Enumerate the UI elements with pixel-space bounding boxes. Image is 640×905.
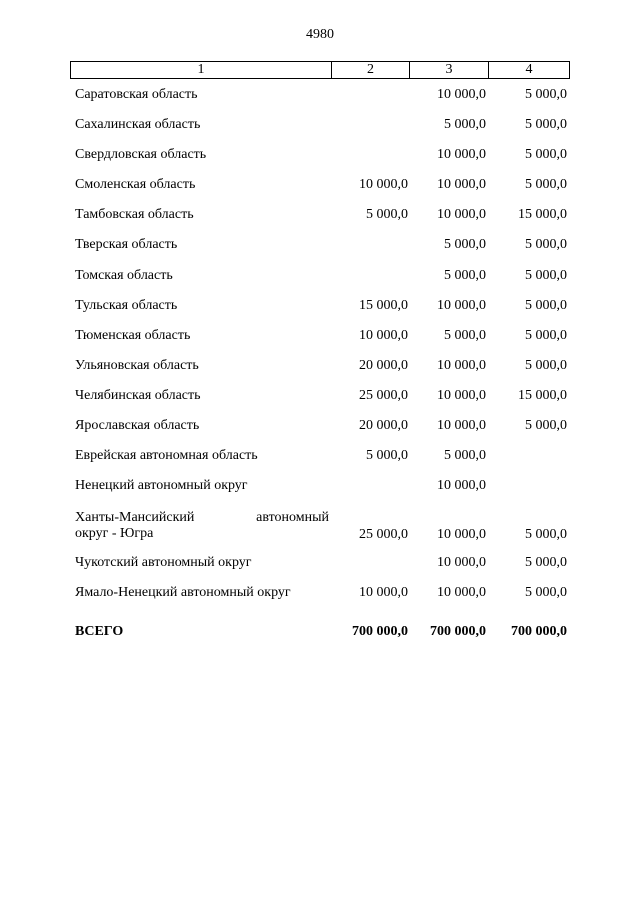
region-name: Челябинская область (75, 387, 201, 403)
region-name: Томская область (75, 267, 173, 283)
table-row (70, 291, 570, 321)
value-col-4: 5 000,0 (525, 177, 567, 193)
table-header (70, 61, 570, 79)
value-col-3: 5 000,0 (444, 267, 486, 283)
table-row (70, 441, 570, 471)
value-col-3: 10 000,0 (437, 387, 486, 403)
value-col-3: 10 000,0 (437, 177, 486, 193)
table-row (70, 411, 570, 441)
region-name: Свердловская область (75, 147, 207, 163)
region-name-part: округ - Югра (75, 526, 154, 542)
table-row (70, 548, 570, 578)
total-row (70, 609, 570, 645)
value-col-3: 10 000,0 (437, 478, 486, 494)
total-label: ВСЕГО (75, 623, 124, 639)
value-col-3: 10 000,0 (437, 418, 486, 434)
value-col-4: 5 000,0 (525, 237, 567, 253)
table-row (70, 230, 570, 260)
total-col-2: 700 000,0 (352, 623, 408, 639)
region-name: Ульяновская область (75, 357, 199, 373)
value-col-3: 5 000,0 (444, 117, 486, 133)
region-name: Тамбовская область (75, 207, 194, 223)
value-col-4: 5 000,0 (525, 117, 567, 133)
table-row (70, 471, 570, 501)
value-col-4: 5 000,0 (525, 418, 567, 434)
value-col-4: 15 000,0 (518, 387, 567, 403)
value-col-3: 5 000,0 (444, 448, 486, 464)
region-name: Смоленская область (75, 177, 196, 193)
value-col-2: 15 000,0 (359, 297, 408, 313)
table-row (70, 170, 570, 200)
region-name: Еврейская автономная область (75, 448, 258, 464)
region-name (75, 510, 329, 542)
value-col-2: 5 000,0 (366, 448, 408, 464)
value-col-4: 5 000,0 (525, 357, 567, 373)
page-number: 4980 (306, 27, 334, 42)
value-col-3: 10 000,0 (437, 585, 486, 601)
header-col-1: 1 (71, 62, 332, 78)
region-name: Тверская область (75, 237, 178, 253)
header-col-3: 3 (410, 62, 489, 78)
value-col-4: 5 000,0 (525, 147, 567, 163)
header-col-2: 2 (332, 62, 410, 78)
region-name: Тюменская область (75, 327, 191, 343)
value-col-4: 5 000,0 (525, 297, 567, 313)
value-col-2: 25 000,0 (359, 387, 408, 403)
total-col-3: 700 000,0 (430, 623, 486, 639)
region-name-part: Ханты-Мансийский (75, 510, 195, 526)
value-col-4: 5 000,0 (525, 87, 567, 102)
value-col-4: 15 000,0 (518, 207, 567, 223)
region-name: Тульская область (75, 297, 178, 313)
value-col-3: 10 000,0 (437, 527, 486, 543)
value-col-2: 10 000,0 (359, 177, 408, 193)
region-name: Чукотский автономный округ (75, 555, 252, 571)
value-col-4: 5 000,0 (525, 527, 567, 543)
table-row (70, 578, 570, 608)
value-col-4: 5 000,0 (525, 267, 567, 283)
table-row (70, 321, 570, 351)
table-row (70, 261, 570, 291)
table-row (70, 80, 570, 110)
value-col-3: 5 000,0 (444, 237, 486, 253)
table-row (70, 501, 570, 548)
value-col-3: 10 000,0 (437, 147, 486, 163)
table-row (70, 140, 570, 170)
region-name-part: автономный (256, 510, 329, 526)
value-col-3: 10 000,0 (437, 357, 486, 373)
value-col-3: 10 000,0 (437, 555, 486, 571)
region-name: Ярославская область (75, 418, 200, 434)
value-col-3: 10 000,0 (437, 87, 486, 102)
value-col-2: 25 000,0 (359, 527, 408, 543)
value-col-2: 20 000,0 (359, 357, 408, 373)
value-col-2: 20 000,0 (359, 418, 408, 434)
header-col-4: 4 (525, 62, 533, 77)
table-row (70, 200, 570, 230)
value-col-4: 5 000,0 (525, 585, 567, 601)
table-body (70, 80, 570, 645)
region-name: Сахалинская область (75, 117, 201, 133)
table-row (70, 381, 570, 411)
region-name: Саратовская область (75, 87, 198, 102)
region-name: Ненецкий автономный округ (75, 478, 248, 494)
value-col-4: 5 000,0 (525, 555, 567, 571)
value-col-2: 10 000,0 (359, 585, 408, 601)
table-row (70, 351, 570, 381)
value-col-3: 5 000,0 (444, 327, 486, 343)
value-col-3: 10 000,0 (437, 297, 486, 313)
value-col-2: 10 000,0 (359, 327, 408, 343)
value-col-4: 5 000,0 (525, 327, 567, 343)
value-col-2: 5 000,0 (366, 207, 408, 223)
total-col-4: 700 000,0 (511, 623, 567, 639)
value-col-3: 10 000,0 (437, 207, 486, 223)
table-row (70, 110, 570, 140)
region-name: Ямало-Ненецкий автономный округ (75, 585, 291, 601)
